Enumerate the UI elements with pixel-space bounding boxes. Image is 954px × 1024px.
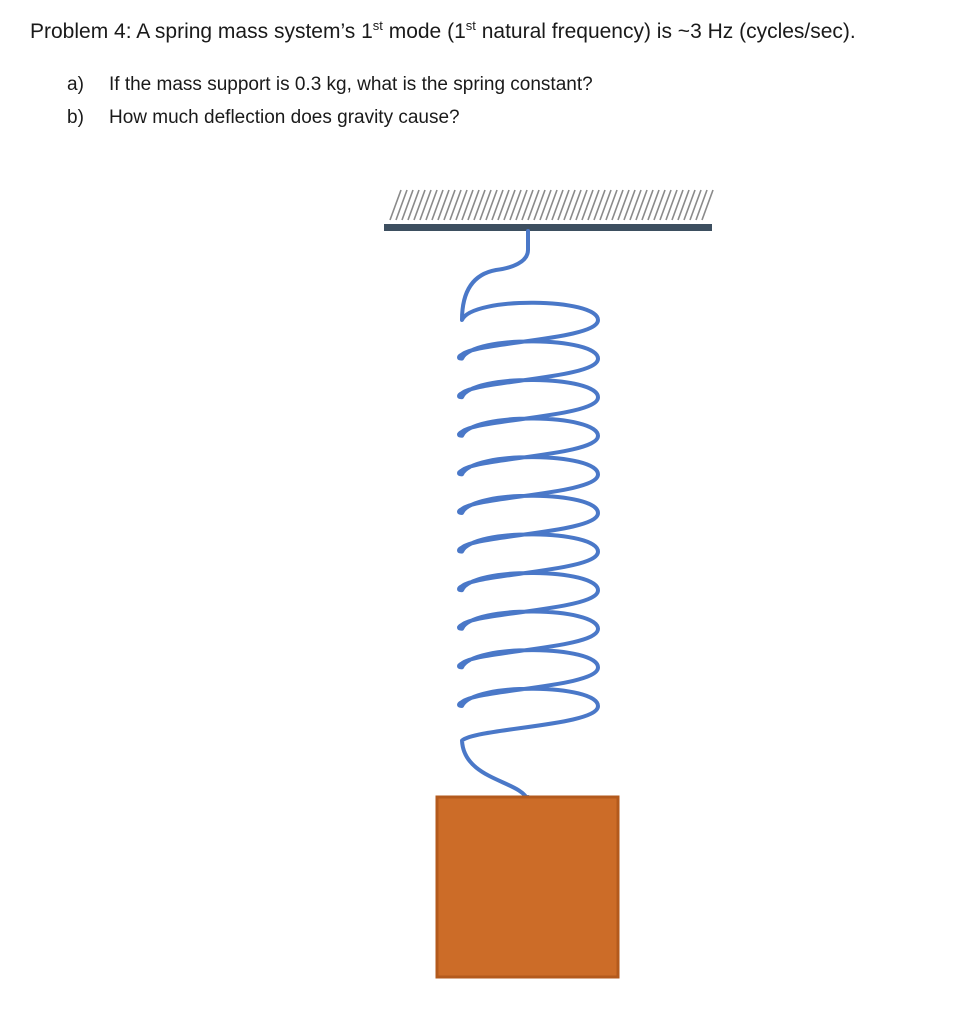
hatch-line (432, 190, 443, 220)
problem-text-suffix: natural frequency) is ~3 Hz (cycles/sec). (475, 20, 856, 43)
hatch-line (420, 190, 431, 220)
hatch-line (702, 190, 713, 220)
question-a (67, 68, 593, 101)
superscript-st-1: st (372, 18, 383, 33)
spring-mass-svg (370, 180, 730, 980)
hatch-line (468, 190, 479, 220)
question-b-marker: b) (67, 107, 84, 128)
hatch-line (474, 190, 485, 220)
hatch-line (678, 190, 689, 220)
hatch-line (618, 190, 629, 220)
hatch-line (576, 190, 587, 220)
hatch-line (606, 190, 617, 220)
question-b (67, 101, 593, 134)
hatch-line (462, 190, 473, 220)
spring-coil (459, 231, 598, 801)
hatch-line (498, 190, 509, 220)
hatch-line (486, 190, 497, 220)
hatch-line (642, 190, 653, 220)
hatch-line (660, 190, 671, 220)
hatch-line (540, 190, 551, 220)
hatch-line (612, 190, 623, 220)
hatch-line (582, 190, 593, 220)
hatch-line (624, 190, 635, 220)
question-a-text: If the mass support is 0.3 kg, what is the spring constant? (109, 74, 593, 95)
hatch-line (534, 190, 545, 220)
hatch-line (522, 190, 533, 220)
hatch-line (666, 190, 677, 220)
hatch-line (654, 190, 665, 220)
mass-block (437, 797, 618, 977)
hatch-line (570, 190, 581, 220)
hatch-line (546, 190, 557, 220)
hatch-line (408, 190, 419, 220)
hatch-line (600, 190, 611, 220)
problem-text-prefix: Problem 4: A spring mass system’s 1 (30, 20, 373, 43)
hatch-line (480, 190, 491, 220)
hatch-line (630, 190, 641, 220)
hatch-line (684, 190, 695, 220)
hatch-line (696, 190, 707, 220)
hatch-line (636, 190, 647, 220)
question-list (67, 68, 593, 134)
hatch-line (504, 190, 515, 220)
hatch-line (672, 190, 683, 220)
hatch-line (690, 190, 701, 220)
hatch-line (558, 190, 569, 220)
hatch-line (588, 190, 599, 220)
superscript-st-2: st (465, 18, 476, 33)
hatch-line (516, 190, 527, 220)
hatch-line (438, 190, 449, 220)
ceiling-hatching (390, 190, 713, 220)
hatch-line (450, 190, 461, 220)
question-b-text: How much deflection does gravity cause? (109, 107, 460, 128)
hatch-line (528, 190, 539, 220)
hatch-line (492, 190, 503, 220)
hatch-line (444, 190, 455, 220)
hatch-line (648, 190, 659, 220)
hatch-line (510, 190, 521, 220)
hatch-line (396, 190, 407, 220)
problem-text-middle: mode (1 (382, 20, 466, 43)
hatch-line (402, 190, 413, 220)
spring-mass-diagram (370, 180, 730, 980)
hatch-line (414, 190, 425, 220)
question-a-marker: a) (67, 74, 84, 95)
hatch-line (594, 190, 605, 220)
hatch-line (552, 190, 563, 220)
problem-statement (30, 18, 856, 46)
ceiling-bar (384, 224, 712, 231)
hatch-line (456, 190, 467, 220)
hatch-line (390, 190, 401, 220)
hatch-line (564, 190, 575, 220)
hatch-line (426, 190, 437, 220)
